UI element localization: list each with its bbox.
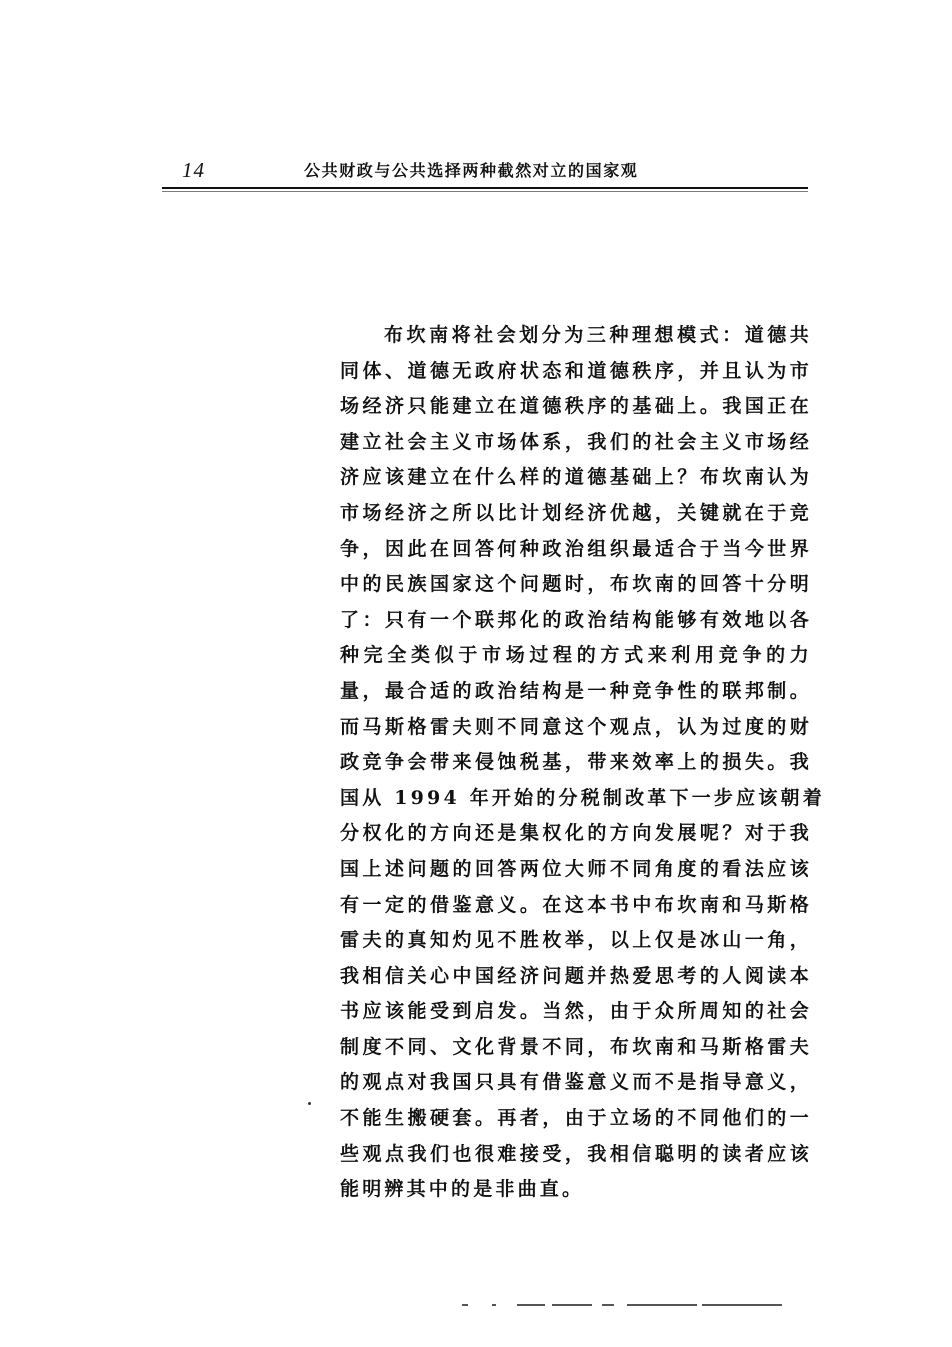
body-paragraph	[340, 318, 825, 1208]
paragraph-line: 分权化的方向还是集权化的方向发展呢？对于我	[340, 822, 812, 845]
paragraph-line: 我相信关心中国经济问题并热爱思考的人阅读本	[340, 964, 812, 987]
paragraph-line: 国从 1994 年开始的分税制改革下一步应该朝着	[340, 786, 825, 809]
paragraph-line: 量，最合适的政治结构是一种竞争性的联邦制。	[340, 679, 812, 702]
paragraph-line: 的观点对我国只具有借鉴意义而不是指导意义，	[340, 1071, 812, 1094]
paragraph-line: 些观点我们也很难接受，我相信聪明的读者应该	[340, 1142, 812, 1165]
scan-bleed-through	[462, 1302, 782, 1308]
paragraph-line: 了：只有一个联邦化的政治结构能够有效地以各	[340, 608, 812, 631]
paragraph-line: 书应该能受到启发。当然，由于众所周知的社会	[340, 1000, 812, 1023]
paragraph-line: 布坎南将社会划分为三种理想模式：道德共	[384, 324, 812, 346]
paragraph-line: 中的民族国家这个问题时，布坎南的回答十分明	[340, 573, 812, 596]
paragraph-line: 制度不同、文化背景不同，布坎南和马斯格雷夫	[340, 1035, 812, 1058]
paragraph-line: 不能生搬硬套。再者，由于立场的不同他们的一	[340, 1107, 812, 1130]
paragraph-line: 建立社会主义市场体系，我们的社会主义市场经	[340, 430, 812, 453]
paragraph-line: 场经济只能建立在道德秩序的基础上。我国正在	[340, 395, 812, 418]
paragraph-line: 争，因此在回答何种政治组织最适合于当今世界	[340, 537, 812, 560]
scan-speck	[308, 1102, 311, 1105]
paragraph-line: 有一定的借鉴意义。在这本书中布坎南和马斯格	[340, 893, 812, 916]
paragraph-line: 济应该建立在什么样的道德基础上？布坎南认为	[340, 466, 812, 489]
paragraph-line: 种完全类似于市场过程的方式来利用竞争的力	[340, 644, 812, 667]
header-rule-secondary	[162, 191, 808, 192]
paragraph-line: 雷夫的真知灼见不胜枚举，以上仅是冰山一角，	[340, 929, 812, 952]
paragraph-line: 能明辨其中的是非曲直。	[340, 1178, 585, 1201]
page-number: 14	[182, 158, 205, 182]
paragraph-line: 政竞争会带来侵蚀税基，带来效率上的损失。我	[340, 751, 812, 774]
paragraph-line: 国上述问题的回答两位大师不同角度的看法应该	[340, 857, 812, 880]
running-header	[162, 152, 808, 188]
paragraph-line: 市场经济之所以比计划经济优越，关键就在于竞	[340, 501, 812, 524]
header-rule	[162, 187, 808, 189]
paragraph-line: 同体、道德无政府状态和道德秩序，并且认为市	[340, 359, 812, 382]
running-title: 公共财政与公共选择两种截然对立的国家观	[304, 161, 639, 180]
paragraph-line: 而马斯格雷夫则不同意这个观点，认为过度的财	[340, 715, 812, 738]
